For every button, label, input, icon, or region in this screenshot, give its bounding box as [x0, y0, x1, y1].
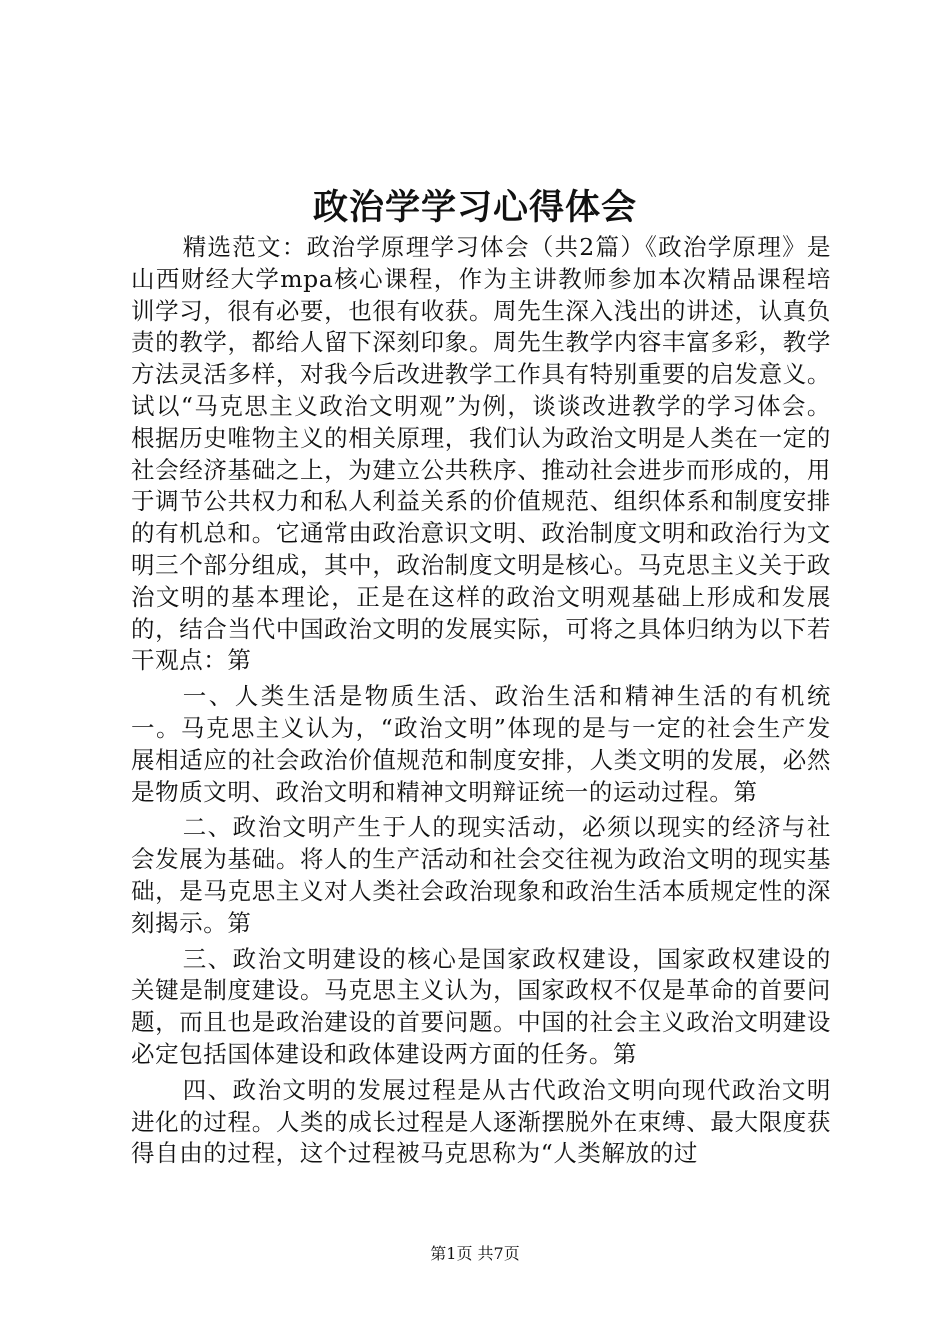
document-body — [131, 232, 831, 1174]
paragraph-point-1: 一、人类生活是物质生活、政治生活和精神生活的有机统一。马克思主义认为，“政治文明”体现的是与一定的社会生产发展相适应的社会政治价值规范和制度安排，人类文明的发展，必然是物质文明、政治文明和精神文明辩证统一的运动过程。第 — [131, 682, 831, 806]
paragraph-point-3: 三、政治文明建设的核心是国家政权建设，国家政权建设的关键是制度建设。马克思主义认为，国家政权不仅是革命的首要问题，而且也是政治建设的首要问题。中国的社会主义政治文明建设必定包括国体建设和政体建设两方面的任务。第 — [131, 944, 831, 1068]
paragraph-point-2: 二、政治文明产生于人的现实活动，必须以现实的经济与社会发展为基础。将人的生产活动和社会交往视为政治文明的现实基础，是马克思主义对人类社会政治现象和政治生活本质规定性的深刻揭示。第 — [131, 813, 831, 937]
paragraph-point-4: 四、政治文明的发展过程是从古代政治文明向现代政治文明进化的过程。人类的成长过程是人逐渐摆脱外在束缚、最大限度获得自由的过程，这个过程被马克思称为“人类解放的过 — [131, 1075, 831, 1168]
document-title: 政治学学习心得体会 — [312, 187, 637, 228]
paragraph-intro: 精选范文：政治学原理学习体会（共2篇）《政治学原理》是山西财经大学mpa核心课程，作为主讲教师参加本次精品课程培训学习，很有必要，也很有收获。周先生深入浅出的讲述，认真负责的教学，都给人留下深刻印象。周先生教学内容丰富多彩，教学方法灵活多样，对我今后改进教学工作具有特别重要的启发意义。试以“马克思主义政治文明观”为例，谈谈改进教学的学习体会。根据历史唯物主义的相关原理，我们认为政治文明是人类在一定的社会经济基础之上，为建立公共秩序、推动社会进步而形成的，用于调节公共权力和私人利益关系的价值规范、组织体系和制度安排的有机总和。它通常由政治意识文明、政治制度文明和政治行为文明三个部分组成，其中，政治制度文明是核心。马克思主义关于政治文明的基本理论，正是在这样的政治文明观基础上形成和发展的，结合当代中国政治文明的发展实际，可将之具体归纳为以下若干观点：第 — [131, 233, 831, 675]
page-number-footer: 第1页 共7页 — [430, 1244, 520, 1263]
